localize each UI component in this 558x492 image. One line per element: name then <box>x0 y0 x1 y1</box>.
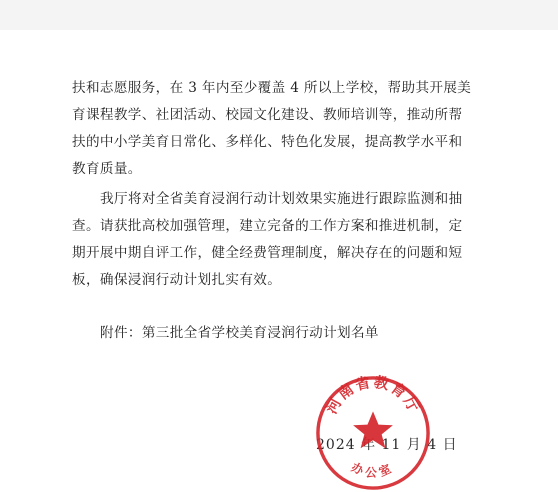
document-date: 2024 年 11 月 4 日 <box>316 437 458 453</box>
paragraph-1-line-2: 育课程教学、社团活动、校园文化建设、教师培训等，推动所帮 <box>72 107 463 123</box>
svg-text:办公室: 办公室 <box>349 460 397 480</box>
attachment-line: 附件：第三批全省学校美育浸润行动计划名单 <box>100 325 379 341</box>
official-seal <box>314 374 432 492</box>
paragraph-2-line-2: 查。请获批高校加强管理，建立完备的工作方案和推进机制，定 <box>72 218 463 234</box>
paragraph-2-line-1: 我厅将对全省美育浸润行动计划效果实施进行跟踪监测和抽 <box>100 191 463 207</box>
paragraph-1-line-1: 扶和志愿服务，在 3 年内至少覆盖 4 所以上学校，帮助其开展美 <box>72 80 472 96</box>
paragraph-1-line-4: 教育质量。 <box>72 161 142 177</box>
paragraph-2-line-4: 板，确保浸润行动计划扎实有效。 <box>72 272 282 288</box>
paragraph-2-line-3: 期开展中期自评工作，健全经费管理制度，解决存在的问题和短 <box>72 245 463 261</box>
svg-text:河南省教育厅: 河南省教育厅 <box>324 374 422 417</box>
paragraph-1-line-3: 扶的中小学美育日常化、多样化、特色化发展，提高教学水平和 <box>72 134 463 150</box>
